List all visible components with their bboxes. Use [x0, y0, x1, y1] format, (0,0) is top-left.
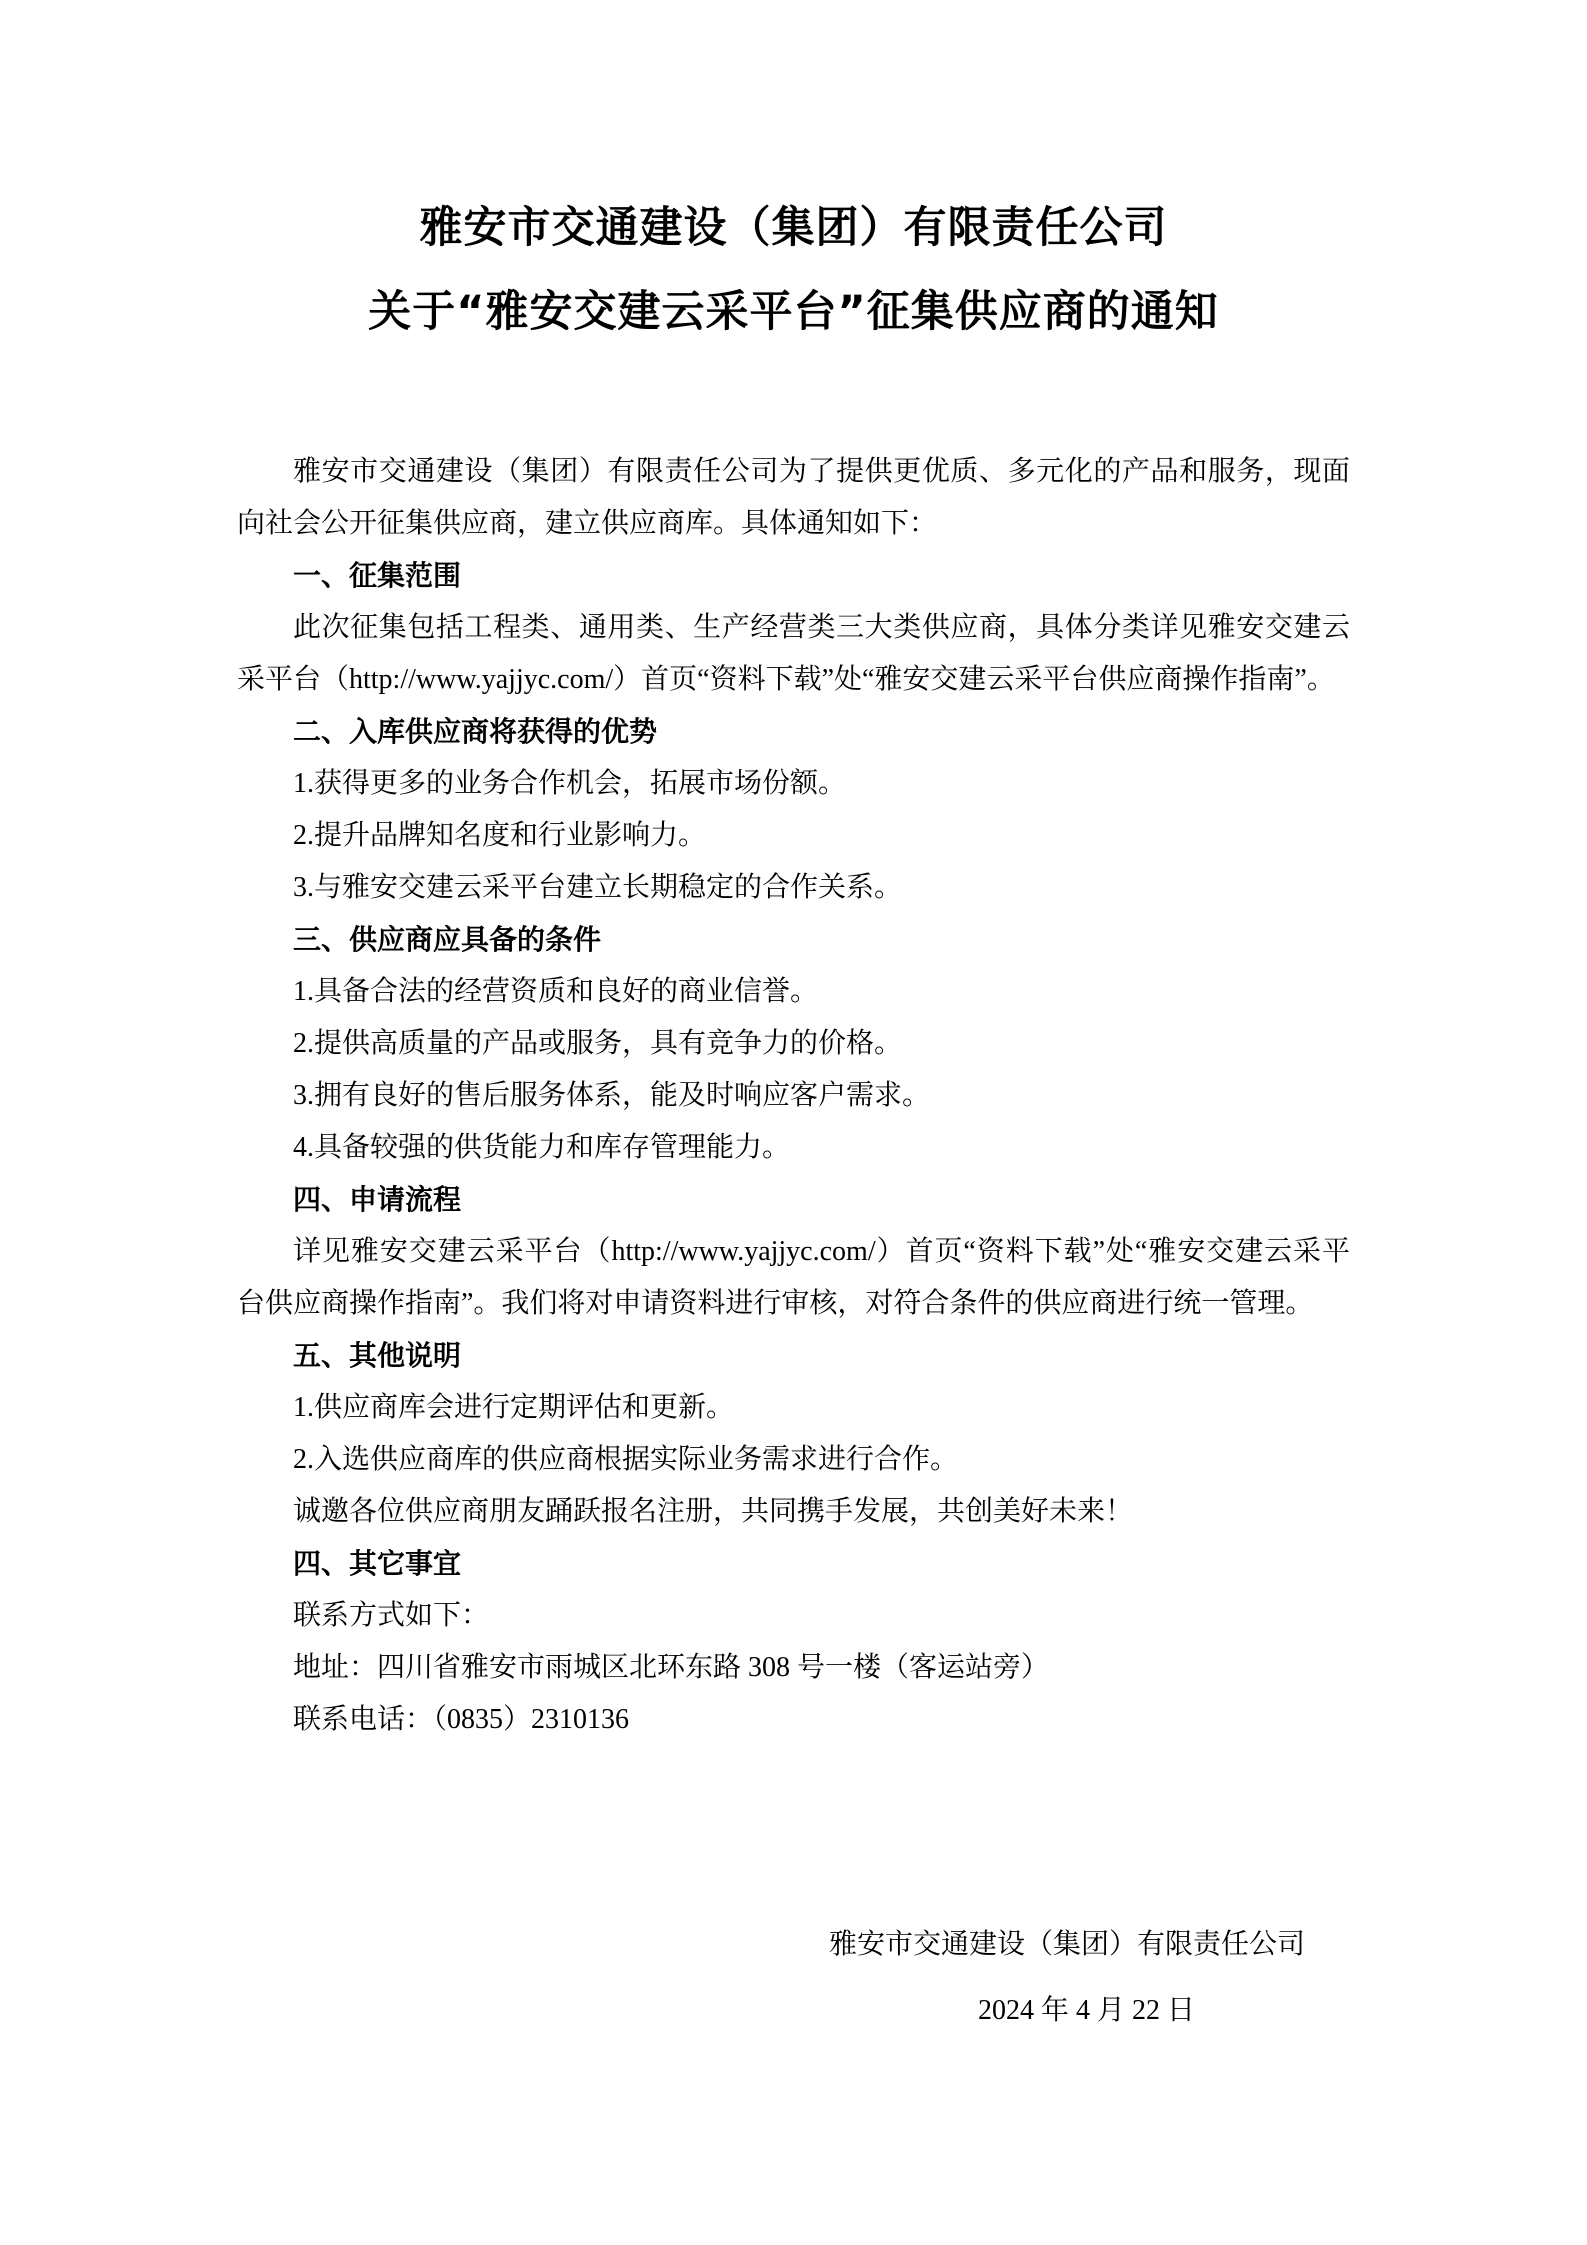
section-3-item-2: 2.提供高质量的产品或服务，具有竞争力的价格。: [293, 1028, 903, 1059]
section-5-item-2: 2.入选供应商库的供应商根据实际业务需求进行合作。: [293, 1444, 959, 1475]
signature-company: 雅安市交通建设（集团）有限责任公司: [828, 1929, 1305, 1960]
section-1-paragraph: 此次征集包括工程类、通用类、生产经营类三大类供应商，具体分类详见雅安交建云采平台（http://www.yajjyc.com/）首页“资料下载”处“雅安交建云采平台供应商操作指南”。: [237, 612, 1350, 695]
section-3-item-1: 1.具备合法的经营资质和良好的商业信誉。: [293, 976, 819, 1007]
section-2-item-1: 1.获得更多的业务合作机会，拓展市场份额。: [293, 768, 847, 799]
contact-address-line: 地址：四川省雅安市雨城区北环东路 308 号一楼（客运站旁）: [293, 1652, 1050, 1683]
section-5-heading: 五、其他说明: [293, 1339, 462, 1372]
intro-paragraph: 雅安市交通建设（集团）有限责任公司为了提供更优质、多元化的产品和服务，现面向社会公开征集供应商，建立供应商库。具体通知如下：: [237, 456, 1350, 539]
contact-phone-line: 联系电话：（0835）2310136: [293, 1704, 630, 1735]
section-2-item-3: 3.与雅安交建云采平台建立长期稳定的合作关系。: [293, 872, 903, 903]
section-2-item-2: 2.提升品牌知名度和行业影响力。: [293, 820, 707, 851]
section-6-heading: 四、其它事宜: [293, 1547, 462, 1580]
contact-intro-line: 联系方式如下：: [293, 1600, 490, 1631]
section-3-heading: 三、供应商应具备的条件: [293, 923, 602, 956]
doc-title-line2: 关于“雅安交建云采平台”征集供应商的通知: [368, 287, 1219, 337]
signature-block: [237, 1912, 1350, 2044]
doc-title-line1: 雅安市交通建设（集团）有限责任公司: [419, 203, 1168, 253]
section-2-heading: 二、入库供应商将获得的优势: [293, 715, 658, 748]
section-4-heading: 四、申请流程: [293, 1183, 462, 1216]
section-1-heading: 一、征集范围: [293, 559, 462, 592]
section-5-item-1: 1.供应商库会进行定期评估和更新。: [293, 1392, 735, 1423]
section-4-paragraph: 详见雅安交建云采平台（http://www.yajjyc.com/）首页“资料下载”处“雅安交建云采平台供应商操作指南”。我们将对申请资料进行审核，对符合条件的供应商进行统一管理。: [237, 1236, 1350, 1319]
document-body: [237, 446, 1350, 1746]
section-3-item-4: 4.具备较强的供货能力和库存管理能力。: [293, 1132, 791, 1163]
signature-date: 2024 年 4 月 22 日: [977, 1995, 1195, 2026]
section-5-invitation: 诚邀各位供应商朋友踊跃报名注册，共同携手发展，共创美好未来！: [293, 1496, 1134, 1527]
section-3-item-3: 3.拥有良好的售后服务体系，能及时响应客户需求。: [293, 1080, 931, 1111]
